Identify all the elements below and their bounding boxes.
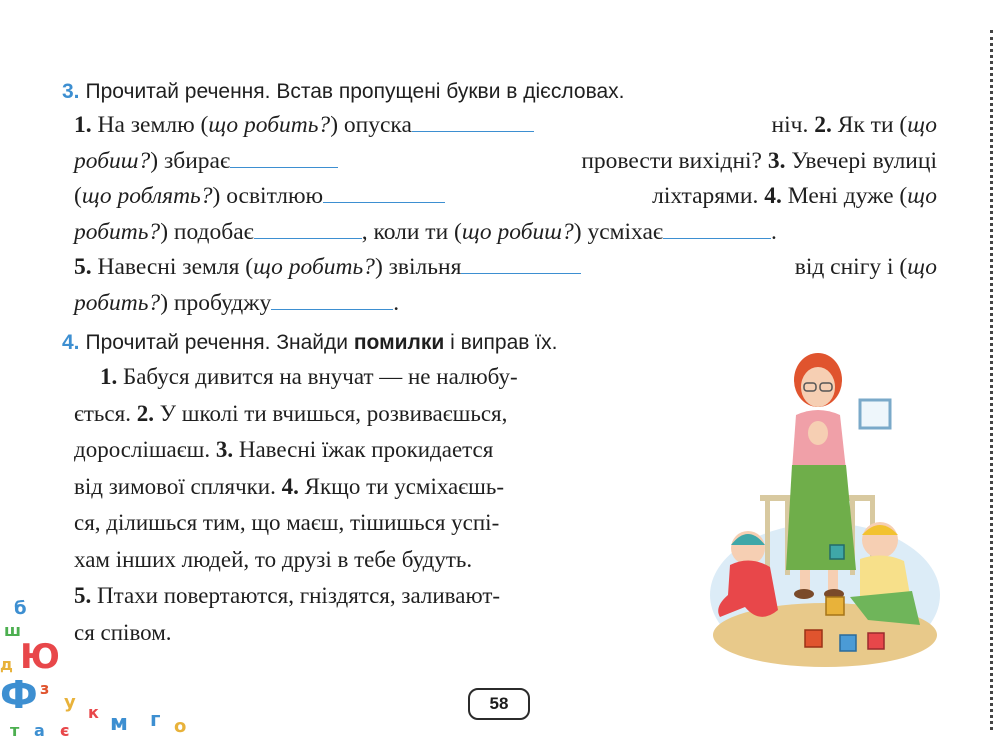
blank-4[interactable] [254, 222, 362, 239]
letter-k: к [88, 703, 99, 722]
task-3-line-3: (що роблять?) освітлюю ліхтарями. 4. Мені дуже (що [74, 183, 937, 209]
task-4-line-6: хам інших людей, то друзі в тебе будуть. [74, 546, 473, 572]
task-4-line-8: ся співом. [74, 619, 172, 645]
blank-3[interactable] [323, 186, 445, 203]
letter-u: у [64, 692, 76, 713]
task-3-line-1: 1. На землю (що робить?) опуска ніч. 2. Як ти (що [74, 112, 937, 138]
task-3-heading [62, 80, 625, 104]
task-4-line-4: від зимової сплячки. 4. Якщо ти усміхаєшь- [74, 473, 504, 499]
task-3-line-2: робиш?) збирає провести вихідні? 3. Увечері вулиці [74, 147, 937, 174]
letter-d: д [0, 655, 13, 674]
page-dotted-edge [990, 30, 993, 730]
page-number: 58 [468, 688, 530, 720]
task-3-instruction: Прочитай речення. Встав пропущені букви в дієсловах. [85, 80, 625, 103]
task-3-line-6: робить?) пробуджу . [74, 289, 400, 316]
task-3-line-4: робить?) подобає , коли ти (що робиш?) усміхає . [74, 218, 777, 245]
task-4-line-5: ся, ділишься тим, що маєш, тішишься успі- [74, 510, 500, 535]
blank-5[interactable] [663, 222, 771, 239]
letter-t: т [10, 721, 20, 740]
task-4-heading: 4. Прочитай речення. Знайди помилки і виправ їх. [62, 331, 558, 354]
task-4-line-2: ється. 2. У школі ти вчишься, розвиваєшься, [74, 400, 508, 426]
task-4-line-7: 5. Птахи повертаются, гніздятся, заливают- [74, 583, 501, 608]
letter-yu: Ю [20, 637, 60, 677]
blank-6[interactable] [461, 257, 581, 274]
decorative-letters [0, 590, 210, 741]
task-3-number: 3. [62, 80, 80, 103]
mother-children-illustration [700, 345, 940, 670]
blank-7[interactable] [271, 293, 393, 310]
letter-m: м [110, 711, 128, 736]
letter-b: б [14, 598, 27, 619]
blank-1[interactable] [412, 115, 534, 132]
task-3-line-5: 5. Навесні земля (що робить?) звільня від снігу і (що [74, 254, 937, 280]
task-4-keyword: помилки [353, 331, 445, 354]
task-4-number: 4. [62, 331, 80, 354]
letter-f: Ф [0, 673, 38, 717]
letter-z: з [40, 679, 50, 698]
task-4-line-3: дорослішаєш. 3. Навесні їжак прокидается [74, 437, 494, 462]
letter-a: а [34, 721, 45, 740]
task-4-line-1: 1. Бабуся дивится на внучат — не налюбу- [100, 364, 518, 389]
blank-2[interactable] [230, 151, 338, 168]
letter-ye: є [60, 721, 70, 740]
letter-g: г [150, 707, 161, 731]
task-3-exercise [74, 112, 937, 325]
letter-o: о [174, 716, 187, 737]
letter-sh: ш [4, 621, 21, 640]
